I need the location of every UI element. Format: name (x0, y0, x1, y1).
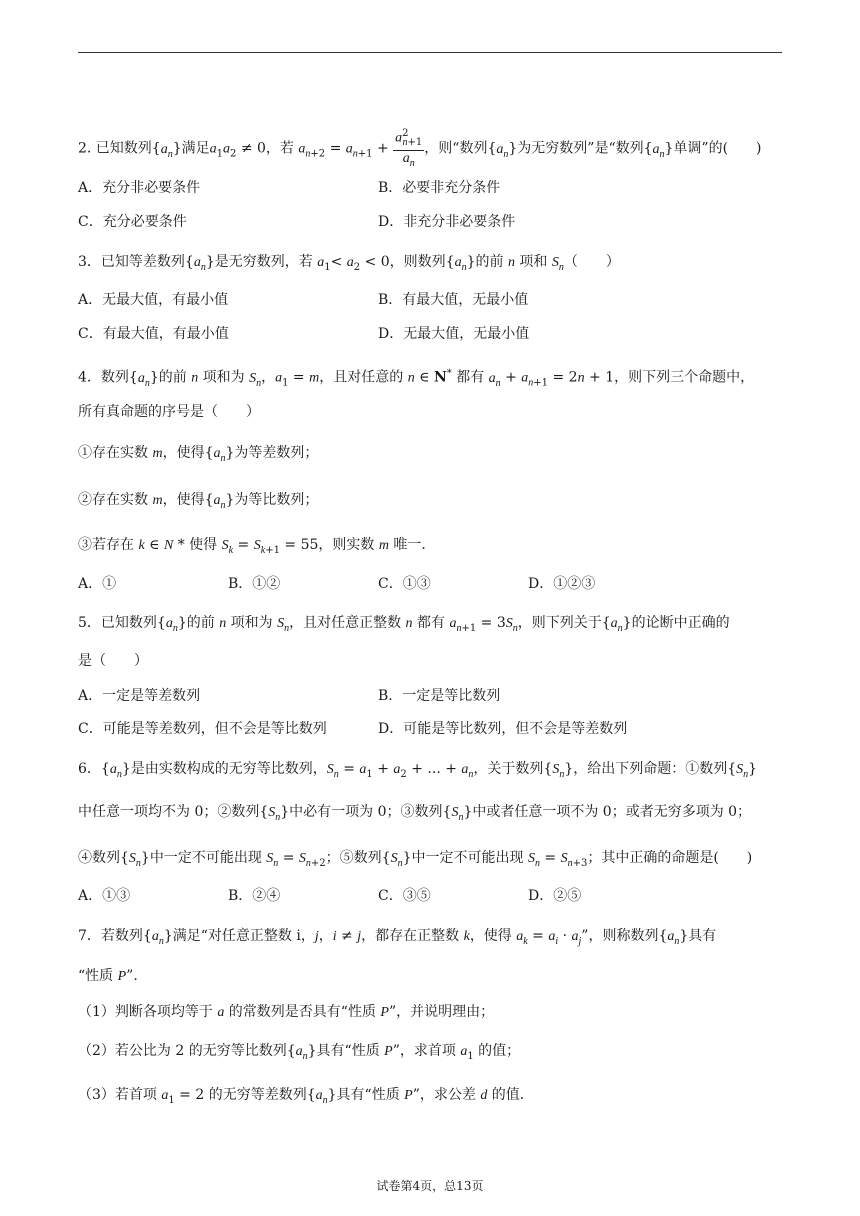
header-rule (78, 52, 782, 53)
question-4-stem: 4．数列$\{a_n\}$的前 n 项和为 $S_n$，$a_1 = m$，且对任意的 n ∈ N* 都有 $a_n + a_{n+1} = 2n + 1$，则下列三个命题中， (78, 368, 755, 389)
question-3-stem: 3．已知等差数列$\{a_n\}$是无穷数列，若 $a_1< a_2 < 0$，则数列$\{a_n\}$的前 n 项和 $S_n$（ ） (78, 254, 620, 273)
q4-option-b: B．①② (228, 576, 281, 592)
q6-option-b: B．②④ (228, 888, 281, 904)
q3-option-d: D．无最大值，无最小值 (378, 326, 530, 342)
q5-option-b: B．一定是等比数列 (378, 688, 501, 704)
question-7-line-2: “性质 P”. (78, 968, 138, 984)
q6-option-c: C．③⑤ (378, 888, 431, 904)
question-7-part-2: （2）若公比为 2 的无穷等比数列$\{a_n\}$具有“性质 P”，求首项 $a_1$ 的值； (78, 1043, 521, 1062)
question-5-line-2: 是（ ） (78, 653, 148, 669)
question-5-stem: 5．已知数列$\{a_n\}$的前 n 项和为 $S_n$，且对任意正整数 n 都有 $a_{n+1} = 3S_n$，则下列关于$\{a_n\}$的论断中正确的 (78, 615, 730, 634)
q4-option-c: C．①③ (378, 576, 431, 592)
question-2-stem: 2. 已知数列$\{a_n\}$满足$a_1a_2 \ne 0$，若 $a_{n+2} = a_{n+1}$ + $\frac{a^2_{n+1}}{a_n}$ ，则“数列$\{a_n\}$为无穷数列”是“数列$\{a_n\}$单调”的( ) (78, 128, 762, 170)
question-4-item-3: ③若存在 k ∈ N * 使得 $S_k = S_{k+1} = 55$，则实数 m 唯一. (78, 537, 426, 556)
question-7-part-1: （1）判断各项均等于 a 的常数列是否具有“性质 P”，并说明理由； (78, 1004, 495, 1020)
page-footer: 试卷第4页，总13页 (376, 1179, 484, 1193)
q5-option-d: D．可能是等比数列，但不会是等差数列 (378, 721, 628, 737)
q5-option-a: A．一定是等差数列 (78, 688, 201, 704)
question-7-part-3: （3）若首项 $a_1 = 2$ 的无穷等差数列$\{a_n\}$具有“性质 P”，求公差 d 的值. (78, 1087, 525, 1106)
q4-option-a: A．① (78, 576, 117, 592)
q5-option-c: C．可能是等差数列，但不会是等比数列 (78, 721, 327, 737)
q2-option-c: C．充分必要条件 (78, 214, 187, 230)
question-4-line-2: 所有真命题的序号是（ ） (78, 404, 260, 420)
q3-option-c: C．有最大值，有最小值 (78, 326, 229, 342)
q3-option-a: A．无最大值，有最小值 (78, 292, 229, 308)
question-6-line-1: 6．$\{a_n\}$是由实数构成的无穷等比数列，$S_n = a_1 + a_2$ + ... + $a_n$，关于数列$\{S_n\}$，给出下列命题：①数列$\{S_n\}$ (78, 761, 758, 780)
q6-option-d: D．②⑤ (528, 888, 582, 904)
question-7-stem: 7．若数列$\{a_n\}$满足“对任意正整数 i，j，i ≠ j，都存在正整数 k，使得 $a_k = a_i \cdot a_j$”，则称数列$\{a_n\}$具有 (78, 928, 717, 947)
q2-option-b: B．必要非充分条件 (378, 180, 501, 196)
question-6-line-3: ④数列$\{S_n\}$中一定不可能出现 $S_n = S_{n+2}$；⑤数列$\{S_n\}$中一定不可能出现 $S_n = S_{n+3}$；其中正确的命题是( ) (78, 850, 753, 869)
q6-option-a: A．①③ (78, 888, 131, 904)
q3-option-b: B．有最大值，无最小值 (378, 292, 529, 308)
q4-option-d: D．①②③ (528, 576, 596, 592)
question-4-item-2: ②存在实数 m，使得$\{a_n\}$为等比数列； (78, 492, 319, 511)
q2-option-d: D．非充分非必要条件 (378, 214, 516, 230)
question-4-item-1: ①存在实数 m，使得$\{a_n\}$为等差数列； (78, 445, 319, 464)
question-6-line-2: 中任意一项均不为 0；②数列$\{S_n\}$中必有一项为 0；③数列$\{S_n\}$中或者任意一项不为 0；或者无穷多项为 0； (78, 804, 752, 823)
q2-option-a: A．充分非必要条件 (78, 180, 201, 196)
